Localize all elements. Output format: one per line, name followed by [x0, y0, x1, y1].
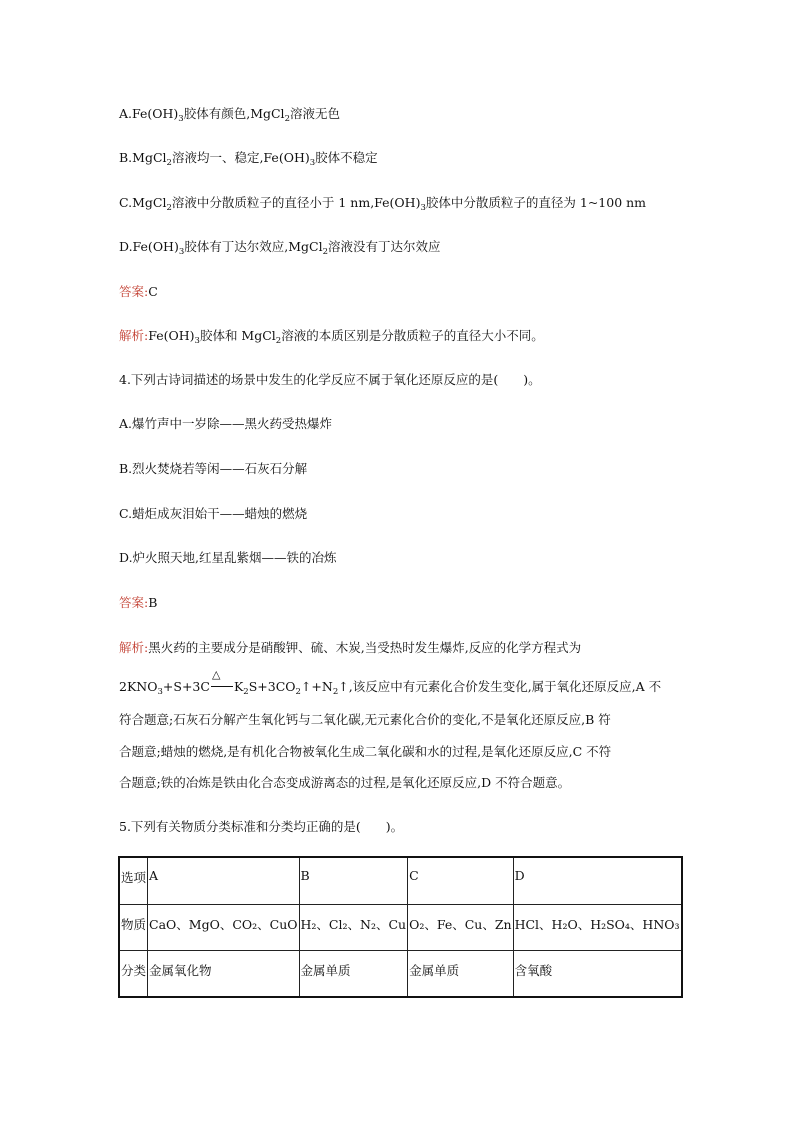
q4-analysis-line5: 合题意;铁的冶炼是铁由化合态变成游离态的过程,是氧化还原反应,D 不符合题意。	[119, 775, 571, 790]
q3-option-c: C.MgCl$_2$溶液中分散质粒子的直径小于 1 $nm,Fe(OH)_3$胶体中分散质粒子的直径为 1~100 nm	[119, 195, 647, 213]
table-header-row	[119, 857, 682, 905]
q3-answer: 答案:C	[119, 284, 158, 299]
q4-equation-line: $2KNO_3+S+3C$ △ $K_2S+3CO_2↑+N_2↑$,该反应中有元素化合价发生变化,属于氧化还原反应,A 不	[119, 668, 662, 697]
q4-option-b: B.烈火焚烧若等闲——石灰石分解	[119, 461, 308, 476]
q4-option-c: C.蜡炬成灰泪始干——蜡烛的燃烧	[119, 506, 308, 521]
q3-option-b: B.MgCl$_2$溶液均一、稳定$,Fe(OH)_3$胶体不稳定	[119, 150, 378, 168]
table-cell: 金属氧化物	[148, 951, 300, 998]
q4-option-a: A.爆竹声中一岁除——黑火药受热爆炸	[119, 416, 333, 431]
q4-stem: 4.下列古诗词描述的场景中发生的化学反应不属于氧化还原反应的是( )。	[119, 372, 541, 387]
table-cell: 选项	[119, 857, 148, 905]
table-cell: A	[148, 857, 300, 905]
reaction-condition	[210, 668, 234, 696]
table-cell: HCl、H₂O、H₂SO₄、HNO₃	[513, 905, 681, 951]
table-cell: 物质	[119, 905, 148, 951]
table-cell: 分类	[119, 951, 148, 998]
classification-table	[118, 856, 683, 998]
table-cell: CaO、MgO、CO₂、CuO	[148, 905, 300, 951]
analysis-label: 解析:	[119, 328, 149, 343]
q3-option-d: $D.Fe(OH)_3$胶体有丁达尔效应,MgCl$_2$溶液没有丁达尔效应	[119, 239, 441, 257]
q4-answer: 答案:B	[119, 595, 158, 610]
table-cell: C	[408, 857, 514, 905]
q4-analysis-line4: 合题意;蜡烛的燃烧,是有机化合物被氧化生成二氧化碳和水的过程,是氧化还原反应,C 不符	[119, 744, 612, 759]
table-cell: 含氧酸	[513, 951, 681, 998]
q4-option-d: D.炉火照天地,红星乱紫烟——铁的冶炼	[119, 550, 337, 565]
heat-triangle-icon: △	[211, 668, 221, 681]
analysis-label: 解析:	[119, 640, 149, 655]
answer-label: 答案:	[119, 595, 149, 610]
answer-label: 答案:	[119, 284, 149, 299]
table-cell: 金属单质	[299, 951, 408, 998]
q4-analysis-line3: 符合题意;石灰石分解产生氧化钙与二氧化碳,无元素化合价的变化,不是氧化还原反应,B 符	[119, 712, 611, 727]
q4-analysis-line1: 解析:黑火药的主要成分是硝酸钾、硫、木炭,当受热时发生爆炸,反应的化学方程式为	[119, 640, 582, 655]
table-row-class	[119, 951, 682, 998]
q5-stem: 5.下列有关物质分类标准和分类均正确的是( )。	[119, 819, 404, 834]
table-cell: H₂、Cl₂、N₂、Cu	[299, 905, 408, 951]
q3-option-a: $A.Fe(OH)_3$胶体有颜色,MgCl$_2$溶液无色	[119, 106, 340, 124]
table-cell: B	[299, 857, 408, 905]
q3-analysis: 解析$:Fe(OH)_3$胶体和 MgCl$_2$溶液的本质区别是分散质粒子的直径大小不同。	[119, 328, 544, 346]
table-cell: 金属单质	[408, 951, 514, 998]
table-row-substance	[119, 905, 682, 951]
table-cell: O₂、Fe、Cu、Zn	[408, 905, 514, 951]
table-cell: D	[513, 857, 681, 905]
